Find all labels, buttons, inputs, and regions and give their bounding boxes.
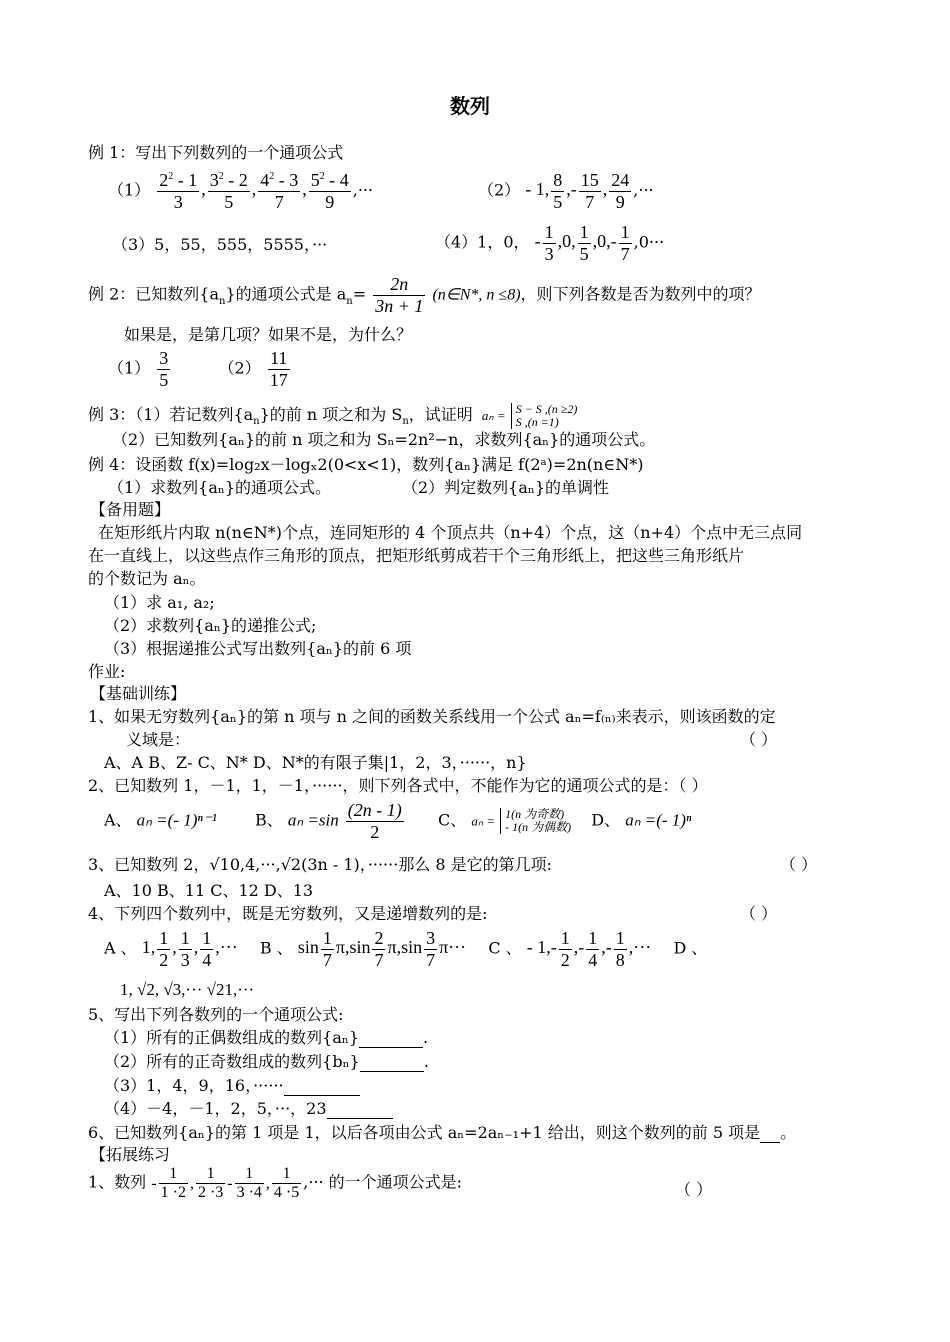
q2c-piecewise: 1(n 为奇数) - 1(n 为偶数) xyxy=(500,808,571,834)
hw-q3-answer-paren: （ ） xyxy=(780,855,818,874)
homework-heading: 作业: xyxy=(88,662,126,681)
hw-q1-line-2: 义域是： xyxy=(126,730,191,749)
spare-q3: （3）根据递推公式写出数列{aₙ}的前 6 项 xyxy=(104,639,412,658)
spare-paragraph-2: 在一直线上，以这些点作三角形的顶点，把矩形纸剪成若干个三角形纸上，把这些三角形纸片 xyxy=(88,546,745,565)
example-1-part-2: （2） - 1, $\frac{8}{5}$ ,- $\frac{15}{7}$ , $\frac{24}{9}$ ,··· xyxy=(478,170,654,212)
hw-q2-stem: 2、已知数列 1，－1，1，－1，······，则下列各式中，不能作为它的通项公式的是：（ ） xyxy=(88,776,708,795)
hw-q3-stem: 3、已知数列 2，√10,4,···,√2(3n - 1)，······那么 8 是它的第几项: xyxy=(88,855,553,874)
hw-q4-stem: 4、下列四个数列中，既是无穷数列，又是递增数列的是: xyxy=(88,904,488,923)
example-4-q2: （2）判定数列{aₙ}的单调性 xyxy=(402,478,610,497)
example-4-q1: （1）求数列{aₙ}的通项公式。 xyxy=(108,478,332,497)
example-1-part-1: （1） $\frac{2^2 - 1}{3}$ , $\frac{3^2 - 2}{5}$ , $\frac{4^2 - 3}{7}$ , $\frac{5^2 - 4}{9}$ ,··· xyxy=(108,170,374,212)
example-1-heading: 例 1：写出下列数列的一个通项公式 xyxy=(88,143,344,162)
example-1-part-4: （4）1，0， - $\frac{1}{3}$ ,0, $\frac{1}{5}$ ,0,- $\frac{1}{7}$ ,0··· xyxy=(435,222,665,264)
hw-q2-options: A、 aₙ =(- 1)ⁿ⁻¹ B、 aₙ =sin $\frac{(2n - 1)}{2}$ C、 aₙ = 1(n 为奇数) - 1(n 为偶数) D、 aₙ =(- 1)ⁿ xyxy=(104,800,692,842)
example-4-line-1: 例 4：设函数 f(x)=log₂x－logₓ2(0<x<1)，数列{aₙ}满足 f(2ᵃ)=2n(n∈N*) xyxy=(88,455,644,474)
extension-heading: 【拓展练习 xyxy=(90,1145,171,1164)
basic-training-heading: 【基础训练】 xyxy=(90,684,187,703)
hw-q4-option-d-expr: 1, √2, √3,··· √21,··· xyxy=(120,980,255,999)
hw-q1-line-1: 1、如果无穷数列{aₙ}的第 n 项与 n 之间的函数关系线用一个公式 aₙ=f₍ₙ₎来表示，则该函数的定 xyxy=(88,707,776,726)
hw-q5-b: （2）所有的正奇数组成的数列{bₙ} . xyxy=(104,1052,429,1071)
hw-q4-answer-paren: （ ） xyxy=(740,904,778,923)
hw-q1-answer-paren: （ ） xyxy=(740,730,778,749)
hw-q5-c: （3）1，4，9，16，······ xyxy=(104,1076,360,1096)
hw-q1-options: A、A B、Z- C、N* D、N*的有限子集|1，2，3，······，n} xyxy=(104,753,527,772)
spare-paragraph-3: 的个数记为 aₙ。 xyxy=(88,569,206,588)
hw-q5-d: （4）－4，－1，2，5，···，23 xyxy=(104,1099,393,1119)
ext-q1: 1、数列 - $\frac{1}{1 \cdot 2}$ , $\frac{1}{2 \cdot 3}$ - $\frac{1}{3 \cdot 4}$ , $\frac{1}{4 \cdot 5}$ ,··· 的一个通项公式是: xyxy=(88,1165,463,1202)
page-title: 数列 xyxy=(450,94,490,118)
hw-q3-options: A、10 B、11 C、12 D、13 xyxy=(104,881,314,900)
spare-q2: （2）求数列{aₙ}的递推公式; xyxy=(104,616,317,635)
hw-q4-options: A 、 1, $\frac{1}{2}$ , $\frac{1}{3}$ , $\frac{1}{4}$ ,··· B 、 sin $\frac{1}{7}$ π,sin $\frac{2}{7}$ π,sin $\frac{3}{7}$ π··· C 、 - 1,- $\frac{1}{2}$ ,- $\frac{1}{4}$ ,- $\frac{1}{8}$ ,··· D 、 xyxy=(104,928,708,970)
spare-heading: 【备用题】 xyxy=(90,500,171,519)
piecewise-formula: S − S ,(n ≥2) S ,(n =1) xyxy=(511,403,578,429)
example-3-line-1: 例 3：（1）若记数列$\{a_n\}$的前 n 项之和为 $S_n$，试证明 aₙ = S − S ,(n ≥2) S ,(n =1) xyxy=(88,401,578,429)
spare-paragraph-1: 在矩形纸片内取 n(n∈N*)个点，连同矩形的 4 个顶点共（n+4）个点，这（n+4）个点中无三点同 xyxy=(98,523,803,542)
hw-q5-stem: 5、写出下列各数列的一个通项公式: xyxy=(88,1005,344,1024)
example-2-questions: （1） $\frac{3}{5}$ （2） $\frac{11}{17}$ xyxy=(108,348,288,390)
spare-q1: （1）求 a₁, a₂; xyxy=(104,593,215,612)
example-2-line-1: 例 2：已知数列$\{a_n\}$的通项公式是 $a_n=$ $\frac{2n}{3n + 1}$ (n∈N*, n ≤8)，则下列各数是否为数列中的项？ xyxy=(88,274,761,316)
hw-q5-a: （1）所有的正偶数组成的数列{aₙ} . xyxy=(104,1028,429,1047)
ext-q1-answer-paren: （ ） xyxy=(675,1180,713,1199)
example-2-line-2: 如果是，是第几项？如果不是，为什么？ xyxy=(124,325,413,344)
example-1-part-3: （3）5，55，555，5555，··· xyxy=(112,235,328,254)
hw-q6: 6、已知数列{aₙ}的第 1 项是 1，以后各项由公式 aₙ=2aₙ₋₁+1 给出，则这个数列的前 5 项是 。 xyxy=(88,1123,797,1142)
example-3-line-2: （2）已知数列{aₙ}的前 n 项之和为 Sₙ=2n²−n，求数列{aₙ}的通项公式。 xyxy=(112,430,656,449)
